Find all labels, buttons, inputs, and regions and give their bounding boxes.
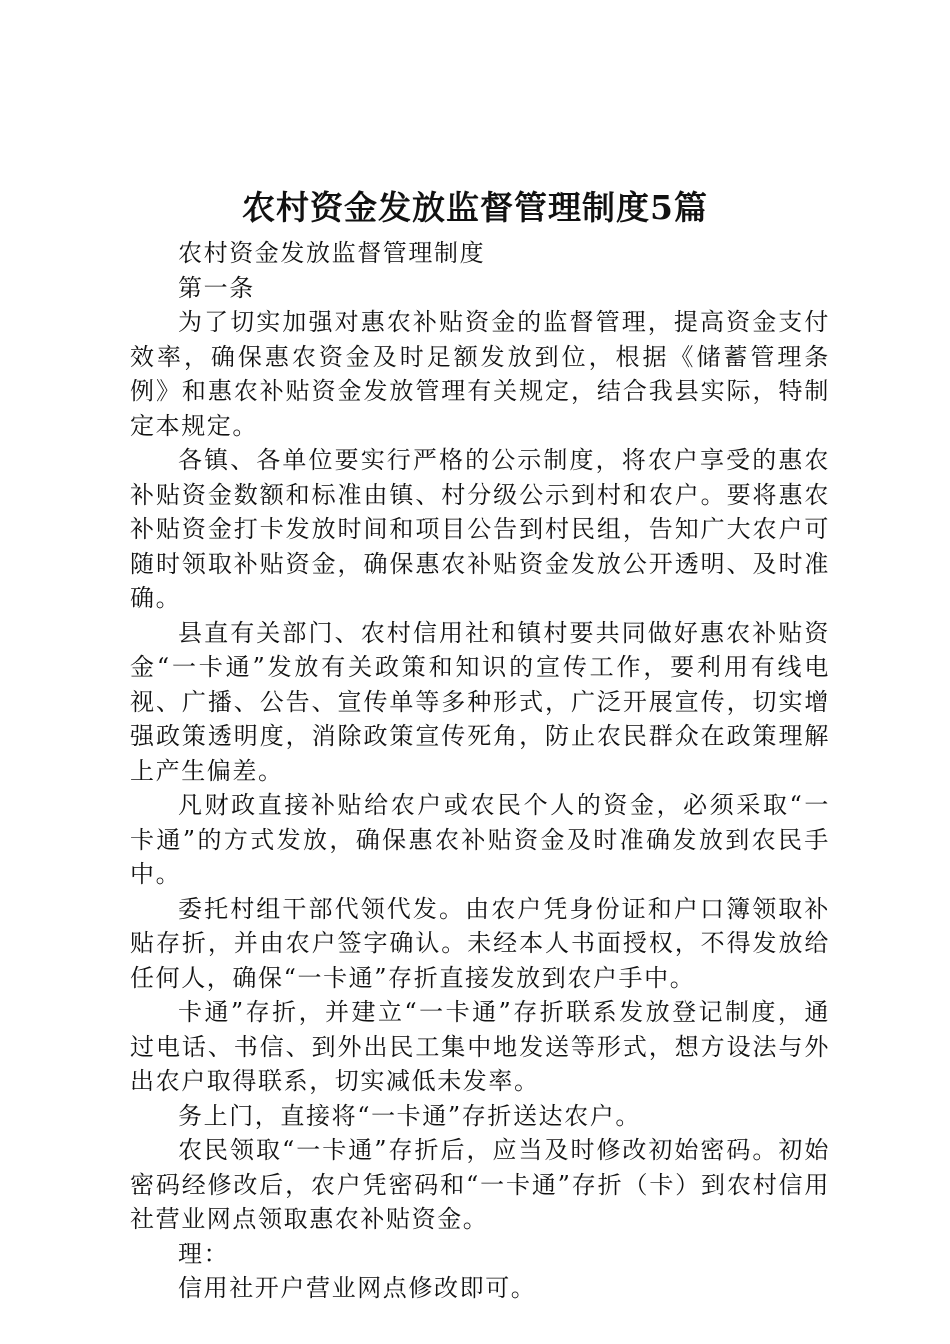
- paragraph: 卡通”存折，并建立“一卡通”存折联系发放登记制度，通过电话、书信、到外出民工集中地发送等形式，想方设法与外出农户取得联系，切实减低未发率。: [130, 998, 830, 1095]
- paragraph-subtitle: 农村资金发放监督管理制度: [178, 239, 486, 267]
- paragraph: 务上门，直接将“一卡通”存折送达农户。: [178, 1101, 641, 1130]
- paragraph: 各镇、各单位要实行严格的公示制度，将农户享受的惠农补贴资金数额和标准由镇、村分级公示到村和农户。要将惠农补贴资金打卡发放时间和项目公告到村民组，告知广大农户可随时领取补贴资金，确保惠农补贴资金发放公开透明、及时准确。: [130, 446, 830, 612]
- document-body: [130, 236, 830, 1306]
- paragraph: 为了切实加强对惠农补贴资金的监督管理，提高资金支付效率，确保惠农资金及时足额发放到位，根据《储蓄管理条例》和惠农补贴资金发放管理有关规定，结合我县实际，特制定本规定。: [130, 308, 830, 440]
- paragraph: 凡财政直接补贴给农户或农民个人的资金，必须采取“一卡通”的方式发放，确保惠农补贴资金及时准确发放到农民手中。: [130, 791, 830, 888]
- paragraph-article-heading: 第一条: [178, 273, 255, 302]
- paragraph: 农民领取“一卡通”存折后，应当及时修改初始密码。初始密码经修改后，农户凭密码和“一卡通”存折（卡）到农村信用社营业网点领取惠农补贴资金。: [130, 1136, 830, 1233]
- paragraph: 理：: [178, 1239, 230, 1268]
- paragraph: 委托村组干部代领代发。由农户凭身份证和户口簿领取补贴存折，并由农户签字确认。未经本人书面授权，不得发放给任何人，确保“一卡通”存折直接发放到农户手中。: [130, 894, 830, 992]
- paragraph: 县直有关部门、农村信用社和镇村要共同做好惠农补贴资金“一卡通”发放有关政策和知识的宣传工作，要利用有线电视、广播、公告、宣传单等多种形式，广泛开展宣传，切实增强政策透明度，消除政策宣传死角，防止农民群众在政策理解上产生偏差。: [130, 618, 830, 785]
- paragraph: 信用社开户营业网点修改即可。: [178, 1274, 537, 1302]
- document-title: 农村资金发放监督管理制度5篇: [242, 188, 708, 227]
